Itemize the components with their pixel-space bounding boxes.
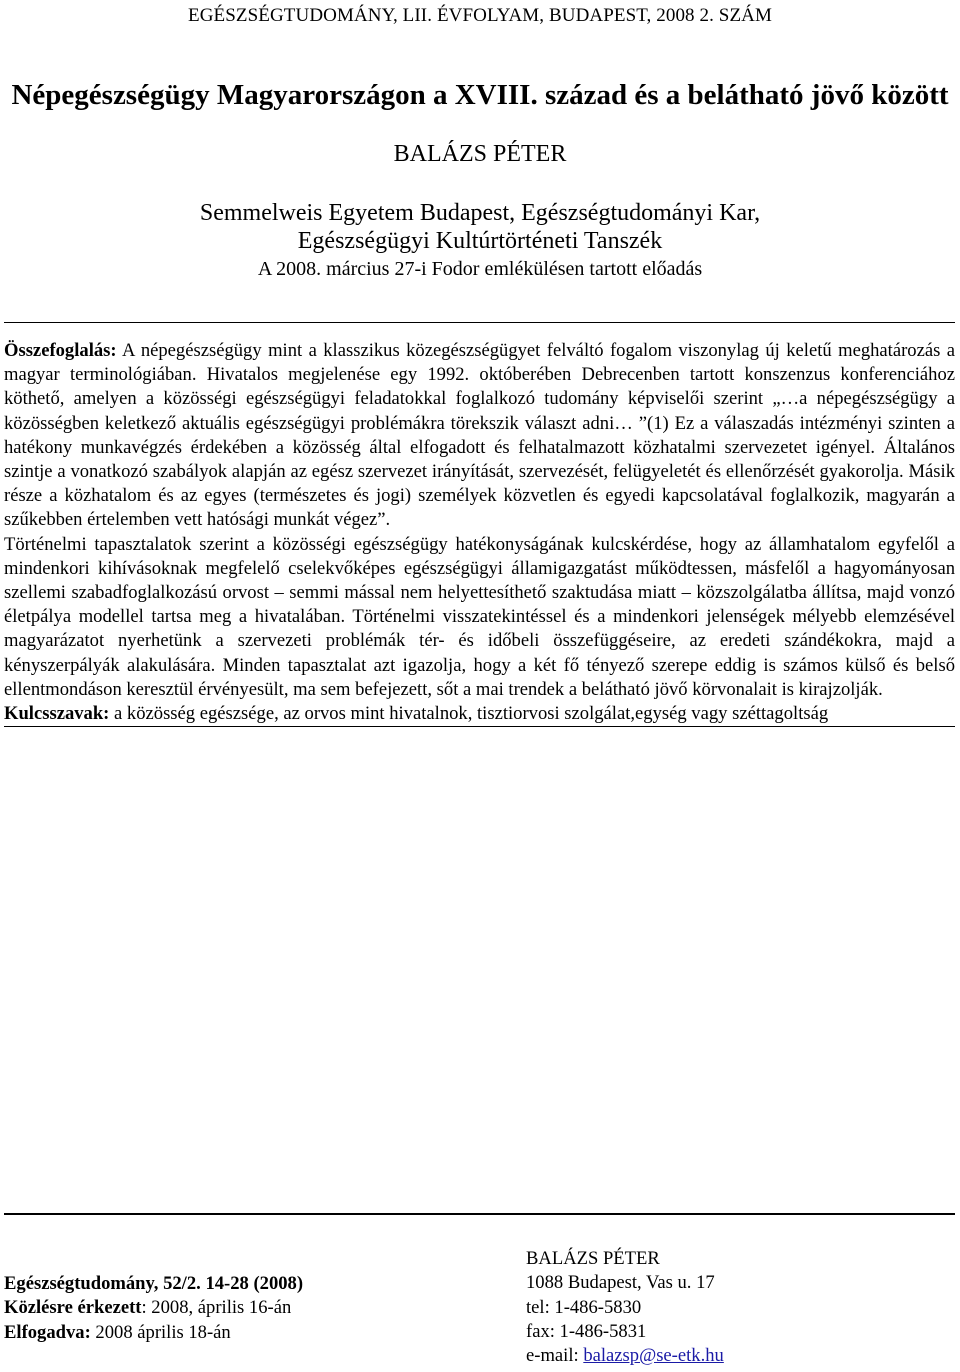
contact-email-line xyxy=(526,1344,724,1368)
received-label: Közlésre érkezett xyxy=(4,1297,142,1319)
journal-header: EGÉSZSÉGTUDOMÁNY, LII. ÉVFOLYAM, BUDAPEST, 2008 2. SZÁM xyxy=(188,5,772,26)
affiliation-line-1: Semmelweis Egyetem Budapest, Egészségtudományi Kar, xyxy=(199,200,761,226)
contact-name: BALÁZS PÉTER xyxy=(526,1248,660,1269)
abstract-text-1: A népegészségügy mint a klasszikus közegészségügyet felváltó fogalom viszonylag új keletű meghatározás a magyar terminológiában. Hivatalos megjelenése egy 1992. októberében Debrecenben tartott konszenzus konferenciához köthető, amelyen a közösségi egészségügyi feladatokkal foglalkozó tudomány képviselői szerint „…a népegészségügy a közösségben keletkező aktuális egészségügyi problémákra törekszik választ adni… ”(1) Ez a válaszadás intézményi szinten a hatékony munkavégzés érdekében a közösség által elfogadott és felhatalmazott közhatalmi szervezetet igényel. Általános szintje a vonatkozó szabályok alapján az egész szervezet irányítását, szervezését, felügyeletét és ellenőrzését gyakorolja. Másik része a közhatalom és az egyes (természetes és jogi) személyek közvetlen és egyedi kapcsolatával foglalkozik, magyarán a szűkebben értelemben vett hatósági munkát végez”. xyxy=(4,340,955,531)
received-date: : 2008, április 16-án xyxy=(141,1297,292,1319)
author-name: BALÁZS PÉTER xyxy=(393,141,567,167)
abstract-top-rule xyxy=(4,322,955,323)
footer-publication-info xyxy=(4,1272,303,1345)
citation-line: Egészségtudomány, 52/2. 14-28 (2008) xyxy=(4,1273,304,1294)
accepted-date: 2008 április 18-án xyxy=(90,1321,231,1343)
footer-rule xyxy=(4,1213,955,1215)
abstract-label: Összefoglalás: xyxy=(4,340,117,361)
contact-address: 1088 Budapest, Vas u. 17 xyxy=(526,1272,715,1294)
email-label: e-mail: xyxy=(526,1345,584,1367)
contact-tel: tel: 1-486-5830 xyxy=(526,1296,642,1318)
keywords-line xyxy=(4,702,955,727)
lecture-note: A 2008. március 27-i Fodor emlékülésen tartott előadás xyxy=(257,258,703,280)
accepted-label: Elfogadva: xyxy=(4,1321,91,1343)
keywords-label: Kulcsszavak: xyxy=(4,703,110,725)
contact-fax: fax: 1-486-5831 xyxy=(526,1320,647,1342)
abstract-paragraph-2: Történelmi tapasztalatok szerint a közösségi egészségügy hatékonyságának kulcskérdése, hogy az államhatalom egyfelől a mindenkori kihívásoknak megfelelő cselekvőképes egészségügyi államigazgatást működtessen, másfelől a hagyományosan szellemi szabadfoglalkozású orvost – semmi mással nem helyettesíthető szaktudása miatt – közszolgálatba állítsa, majd vonzó életpálya modellel tartsa meg a hivatalában. Történelmi visszatekintéssel és a mindenkori jelenségek mélyebb elemzésével magyarázatot nyerhetünk a szervezeti problémák tér- és időbeli összefüggéseire, az eredeti szándékokra, majd a kényszerpályák alakulására. Minden tapasztalat azt igazolja, hogy a két fő tényező szerepe eddig is számos külső és belső ellentmondáson keresztül érvényesült, ma sem befejezett, sőt a mai trendek a belátható jövő körvonalait is kirajzolják. xyxy=(4,533,955,700)
email-link[interactable]: balazsp@se-etk.hu xyxy=(583,1345,724,1367)
footer-contact-info xyxy=(526,1247,724,1368)
received-line xyxy=(4,1296,303,1320)
accepted-line xyxy=(4,1321,303,1345)
keywords-text: a közösség egészsége, az orvos mint hivatalnok, tisztiorvosi szolgálat,egység vagy széttagoltság xyxy=(109,703,829,725)
article-title: Népegészségügy Magyarországon a XVIII. század és a belátható jövő között xyxy=(11,79,949,111)
abstract-section xyxy=(4,339,955,727)
abstract-paragraph-1 xyxy=(4,339,955,533)
affiliation-line-2: Egészségügyi Kultúrtörténeti Tanszék xyxy=(297,228,663,254)
